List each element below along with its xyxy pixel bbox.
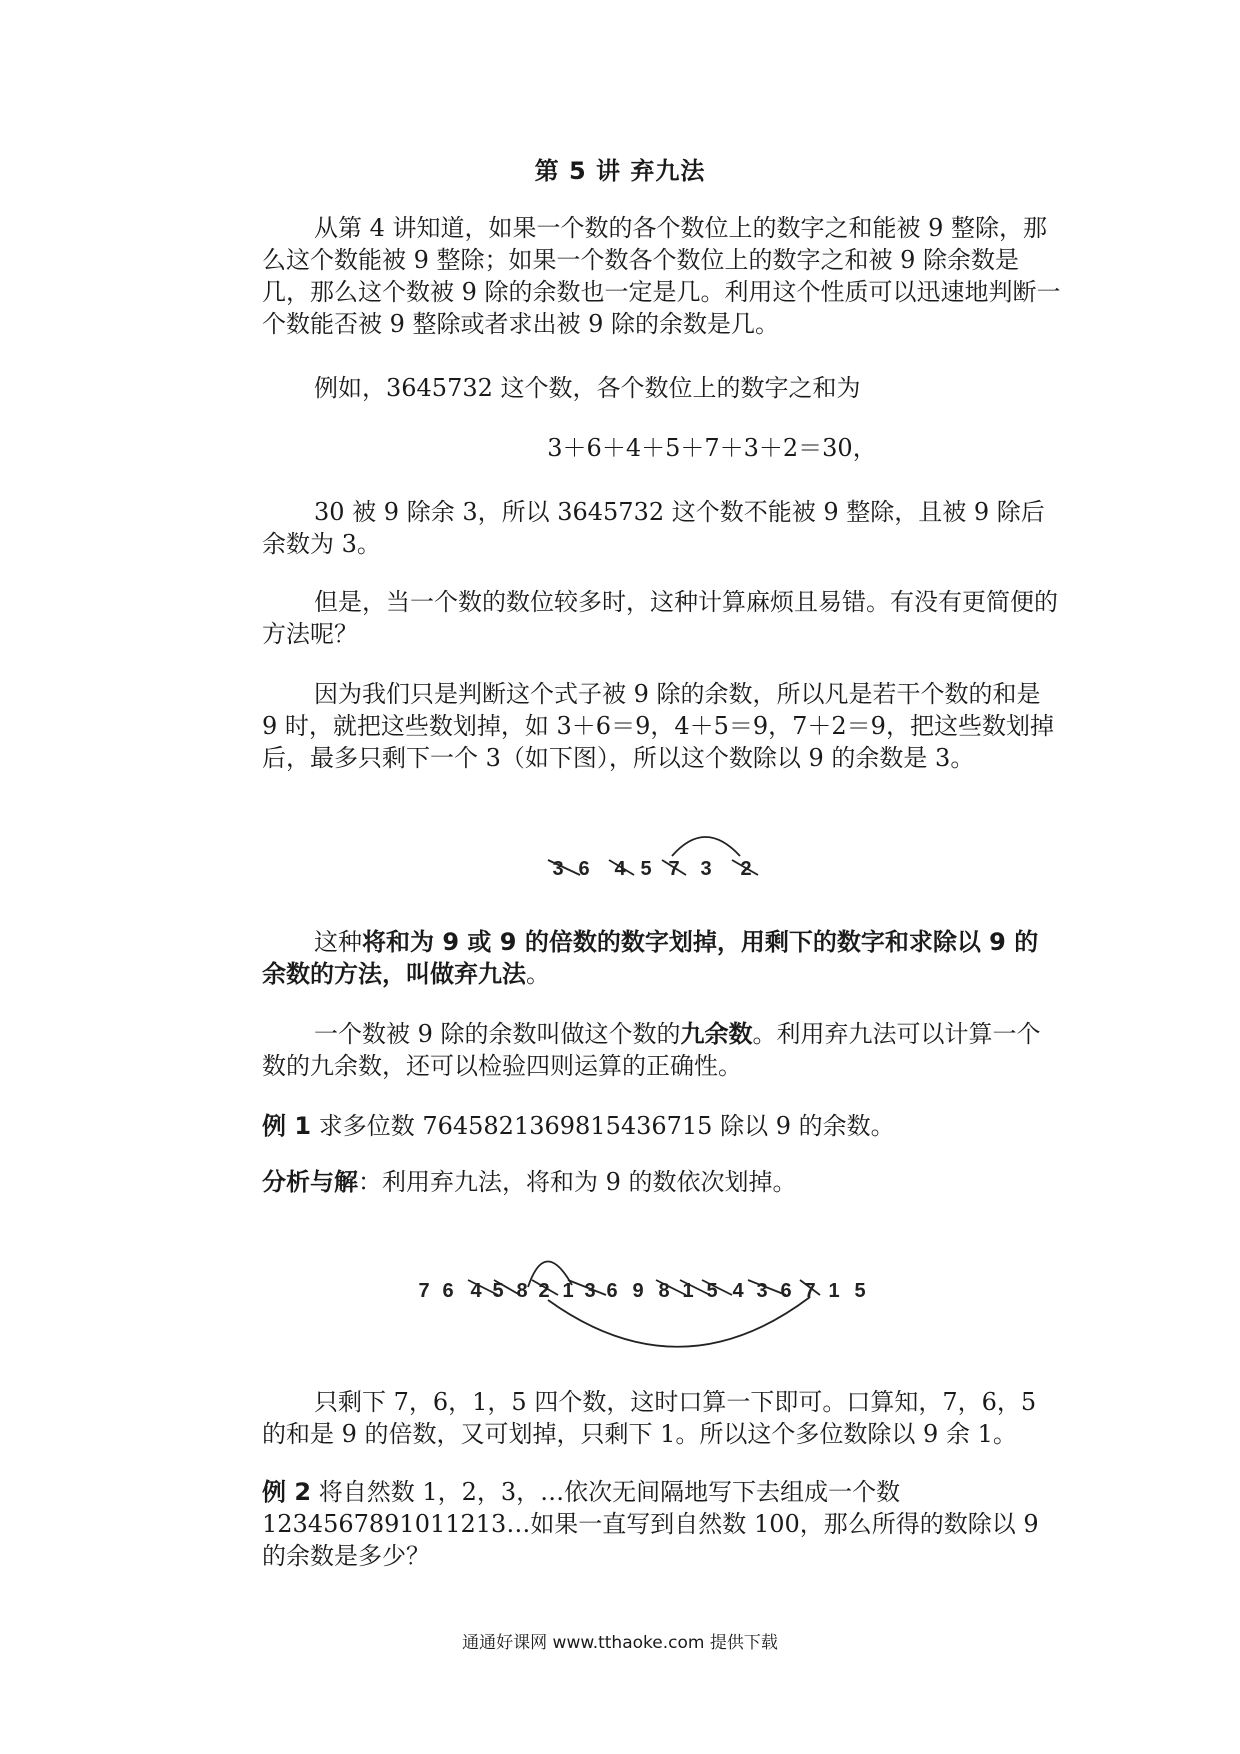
arc-7-2 [672, 837, 740, 856]
figure-digit: 3 [756, 1280, 768, 1302]
formula-digit-sum: 3＋6＋4＋5＋7＋3＋2＝30， [547, 434, 877, 462]
figure-digit: 1 [828, 1280, 840, 1302]
figure-digit: 8 [516, 1280, 528, 1302]
figure-digit: 7 [804, 1280, 816, 1302]
figure-digit: 7 [668, 858, 680, 880]
paragraph-definition: 这种将和为 9 或 9 的倍数的数字划掉，用剩下的数字和求除以 9 的余数的方法，叫做弃九法。 [262, 928, 1039, 988]
paragraph-nine-remainder: 一个数被 9 除的余数叫做这个数的九余数。利用弃九法可以计算一个数的九余数，还可以检验四则运算的正确性。 [262, 1020, 1041, 1080]
figure-digit: 2 [538, 1280, 550, 1302]
page-title: 第 5 讲 弃九法 [534, 157, 706, 185]
figure-digit: 5 [706, 1280, 718, 1302]
figure-digit: 4 [470, 1280, 482, 1302]
page-footer: 通通好课网 www.tthaoke.com 提供下载 [462, 1633, 778, 1653]
paragraph-question: 但是，当一个数的数位较多时，这种计算麻烦且易错。有没有更简便的方法呢？ [262, 588, 1058, 648]
paragraph-intro: 从第 4 讲知道，如果一个数的各个数位上的数字之和能被 9 整除，那么这个数能被 9 整除；如果一个数各个数位上的数字之和被 9 除余数是几，那么这个数被 9 除的余数也一定是几。利用这个性质可以迅速地判断一个数能否被 9 整除或者求出被 9 除的余数是几。 [262, 214, 1061, 338]
arc-under [548, 1297, 810, 1347]
figure-digit: 4 [732, 1280, 744, 1302]
figure-digit: 6 [578, 858, 590, 880]
example-1: 例 1 求多位数 7645821369815436715 除以 9 的余数。 [262, 1112, 895, 1140]
figure-digit: 1 [682, 1280, 694, 1302]
example-2: 例 2 将自然数 1，2，3，…依次无间隔地写下去组成一个数 1234567891011213…如果一直写到自然数 100，那么所得的数除以 9 的余数是多少？ [262, 1478, 1039, 1570]
figure-digit: 3 [552, 858, 564, 880]
figure-digit: 9 [632, 1280, 644, 1302]
paragraph-example-intro: 例如，3645732 这个数，各个数位上的数字之和为 [314, 374, 861, 402]
figure-digit: 6 [780, 1280, 792, 1302]
figure-cross-out-3645732 [540, 820, 780, 890]
figure-digit: 5 [854, 1280, 866, 1302]
figure-digit: 2 [740, 858, 752, 880]
figure-digit: 5 [492, 1280, 504, 1302]
example-1-analysis: 分析与解：利用弃九法，将和为 9 的数依次划掉。 [262, 1168, 797, 1196]
figure-digit: 6 [442, 1280, 454, 1302]
figure-digit: 4 [614, 858, 626, 880]
figure-digit: 6 [606, 1280, 618, 1302]
paragraph-cross-out: 因为我们只是判断这个式子被 9 除的余数，所以凡是若干个数的和是 9 时，就把这些数划掉，如 3＋6＝9，4＋5＝9，7＋2＝9，把这些数划掉后，最多只剩下一个 3（如下图），所以这个数除以 9 的余数是 3。 [262, 680, 1054, 772]
figure-digit: 8 [658, 1280, 670, 1302]
figure-digit: 5 [640, 858, 652, 880]
figure-digit: 1 [562, 1280, 574, 1302]
paragraph-result: 只剩下 7，6，1，5 四个数，这时口算一下即可。口算知，7，6，5 的和是 9 的倍数，又可划掉，只剩下 1。所以这个多位数除以 9 余 1。 [262, 1388, 1037, 1448]
figure-digit: 3 [584, 1280, 596, 1302]
figure-digit: 7 [418, 1280, 430, 1302]
figure-digit: 3 [700, 858, 712, 880]
figure-cross-out-7645821369815436715 [410, 1245, 890, 1355]
paragraph-remainder: 30 被 9 除余 3，所以 3645732 这个数不能被 9 整除，且被 9 除后余数为 3。 [262, 498, 1045, 558]
